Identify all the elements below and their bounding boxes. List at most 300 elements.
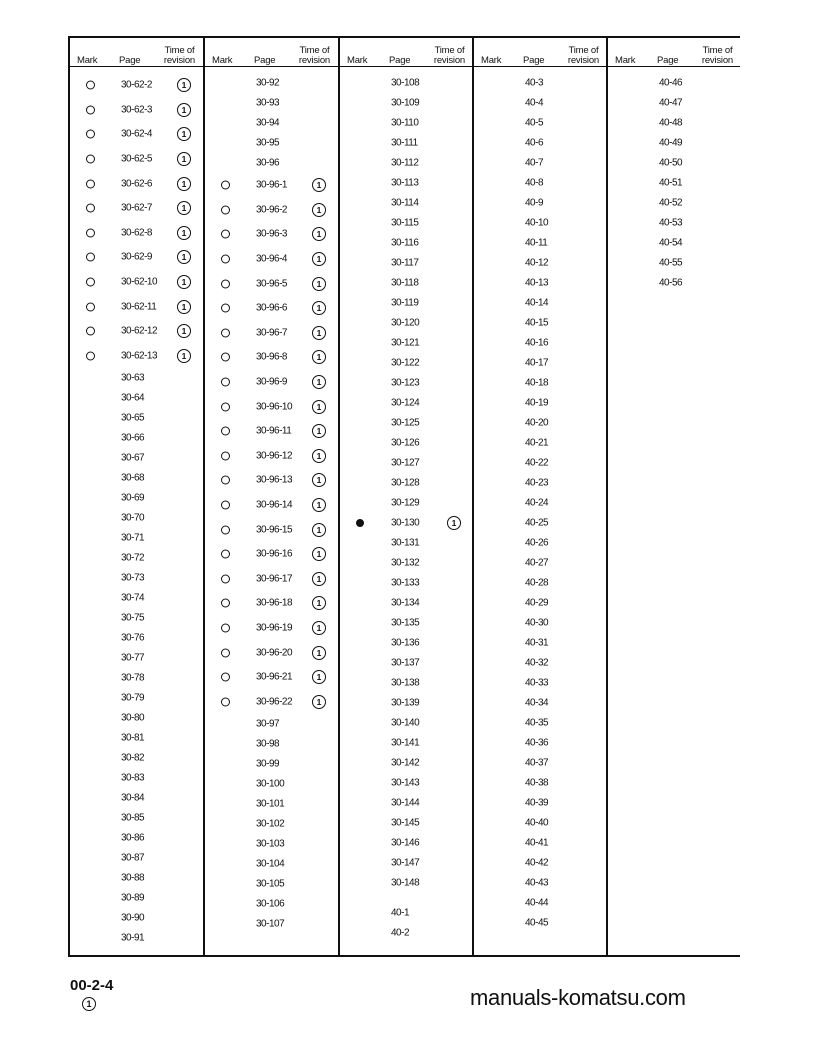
list-item — [473, 733, 607, 753]
list-item — [69, 688, 203, 708]
column-header — [607, 38, 741, 67]
list-item — [69, 508, 203, 528]
list-item — [607, 173, 741, 193]
revision-circle-icon: 1 — [312, 695, 326, 709]
page-number-cell: 40-35 — [525, 717, 549, 729]
page-number-cell: 30-96-2 — [256, 204, 287, 216]
open-circle-icon — [221, 501, 230, 510]
page-number-cell: 30-107 — [256, 918, 285, 930]
list-column-5 — [607, 38, 741, 955]
list-item — [473, 633, 607, 653]
list-item — [473, 493, 607, 513]
page-number-cell: 40-5 — [525, 117, 544, 129]
list-item — [69, 171, 203, 196]
list-item — [473, 813, 607, 833]
page-number-cell: 30-118 — [391, 277, 419, 289]
mark-header: Mark — [77, 55, 98, 66]
list-item — [473, 353, 607, 373]
page-number-cell: 40-34 — [525, 697, 549, 709]
list-item — [69, 245, 203, 270]
table-bottom-rule — [68, 955, 740, 957]
page-number-cell: 30-90 — [121, 912, 145, 924]
list-item — [69, 868, 203, 888]
page-number-cell: 40-46 — [659, 77, 683, 89]
page-number-cell: 30-62-9 — [121, 251, 152, 263]
list-item — [339, 273, 473, 293]
list-item — [204, 468, 338, 493]
list-item — [204, 296, 338, 321]
list-item — [204, 73, 338, 93]
page-number-cell: 40-14 — [525, 297, 549, 309]
page-number-cell: 30-132 — [391, 557, 420, 569]
column-header — [473, 38, 607, 67]
list-item — [69, 319, 203, 344]
page-number-cell: 30-117 — [391, 257, 419, 269]
list-column-3 — [339, 38, 473, 955]
page-number-cell: 30-80 — [121, 712, 145, 724]
page-number-cell: 30-70 — [121, 512, 145, 524]
list-item — [69, 728, 203, 748]
page-number-cell: 30-136 — [391, 637, 420, 649]
page-number-cell: 30-103 — [256, 838, 285, 850]
list-item — [607, 253, 741, 273]
page-number-cell: 40-48 — [659, 117, 683, 129]
open-circle-icon — [221, 476, 230, 485]
open-circle-icon — [221, 623, 230, 632]
list-item — [339, 713, 473, 733]
page-number-cell: 40-1 — [391, 907, 410, 919]
mark-header: Mark — [481, 55, 502, 66]
page-number-cell: 40-4 — [525, 97, 544, 109]
page-number-cell: 40-20 — [525, 417, 549, 429]
page-number-cell: 30-62-6 — [121, 178, 152, 190]
page-number-cell: 30-96-15 — [256, 524, 293, 536]
list-item — [607, 213, 741, 233]
mark-header: Mark — [615, 55, 636, 66]
list-column-1 — [69, 38, 203, 955]
revision-circle-icon: 1 — [177, 78, 191, 92]
page-number-cell: 40-40 — [525, 817, 549, 829]
list-item — [607, 153, 741, 173]
open-circle-icon — [221, 181, 230, 190]
open-circle-icon — [221, 230, 230, 239]
page-number-cell: 30-96-21 — [256, 671, 293, 683]
open-circle-icon — [86, 351, 95, 360]
revision-circle-icon: 1 — [312, 301, 326, 315]
open-circle-icon — [86, 253, 95, 262]
column-header — [339, 38, 473, 67]
page-number-cell: 30-62-3 — [121, 104, 152, 116]
page-number-cell: 40-39 — [525, 797, 549, 809]
list-item — [607, 73, 741, 93]
list-item — [69, 98, 203, 123]
page-header: Page — [657, 55, 679, 66]
page-number-cell: 30-95 — [256, 137, 280, 149]
page-number-cell: 30-122 — [391, 357, 420, 369]
page-number-cell: 30-62-8 — [121, 227, 152, 239]
list-item — [204, 517, 338, 542]
page-number-cell: 30-125 — [391, 417, 420, 429]
list-item — [339, 833, 473, 853]
list-item — [473, 533, 607, 553]
page-number-cell: 30-96-19 — [256, 622, 293, 634]
list-item — [607, 193, 741, 213]
open-circle-icon — [221, 402, 230, 411]
page-number-cell: 30-109 — [391, 97, 420, 109]
page-number-cell: 40-45 — [525, 917, 549, 929]
column-body — [204, 67, 338, 934]
list-item — [339, 213, 473, 233]
open-circle-icon — [86, 204, 95, 213]
list-item — [69, 294, 203, 319]
list-item — [339, 813, 473, 833]
column-body — [339, 67, 473, 943]
list-item — [339, 613, 473, 633]
list-item — [473, 213, 607, 233]
revision-circle-icon: 1 — [177, 177, 191, 191]
list-item — [473, 593, 607, 613]
list-item — [204, 894, 338, 914]
page-number-cell: 30-119 — [391, 297, 419, 309]
list-item — [69, 147, 203, 172]
page-number-cell: 40-36 — [525, 737, 549, 749]
list-item — [69, 548, 203, 568]
page-number-cell: 30-96-6 — [256, 302, 287, 314]
open-circle-icon — [221, 451, 230, 460]
list-item — [473, 673, 607, 693]
page-number-cell: 30-139 — [391, 697, 420, 709]
list-item — [473, 693, 607, 713]
list-item — [204, 714, 338, 734]
open-circle-icon — [86, 327, 95, 336]
page-number-cell: 40-27 — [525, 557, 549, 569]
page-number-cell: 30-77 — [121, 652, 145, 664]
list-item — [473, 93, 607, 113]
page-number-cell: 40-29 — [525, 597, 549, 609]
open-circle-icon — [221, 378, 230, 387]
list-item — [607, 113, 741, 133]
page-number-cell: 30-94 — [256, 117, 280, 129]
page-number-cell: 30-96-20 — [256, 647, 293, 659]
list-item — [69, 408, 203, 428]
list-item — [204, 874, 338, 894]
list-item — [204, 419, 338, 444]
page-number-cell: 30-133 — [391, 577, 420, 589]
page-number-cell: 30-62-13 — [121, 350, 158, 362]
list-item — [339, 433, 473, 453]
page-number-cell: 30-83 — [121, 772, 145, 784]
list-item — [339, 553, 473, 573]
list-item — [473, 393, 607, 413]
page-number-cell: 40-22 — [525, 457, 549, 469]
list-item — [204, 567, 338, 592]
revision-circle-icon: 1 — [312, 572, 326, 586]
list-item — [473, 793, 607, 813]
list-item — [69, 628, 203, 648]
list-item — [69, 588, 203, 608]
open-circle-icon — [221, 328, 230, 337]
page-number-cell: 30-123 — [391, 377, 420, 389]
list-item — [607, 133, 741, 153]
revision-circle-icon: 1 — [177, 349, 191, 363]
revision-circle-icon: 1 — [177, 324, 191, 338]
page-number-cell: 30-62-4 — [121, 128, 152, 140]
open-circle-icon — [221, 697, 230, 706]
mark-header: Mark — [347, 55, 368, 66]
list-item — [339, 793, 473, 813]
page-number-cell: 30-74 — [121, 592, 145, 604]
page-number-cell: 30-78 — [121, 672, 145, 684]
list-item — [339, 73, 473, 93]
page-number-cell: 30-124 — [391, 397, 420, 409]
open-circle-icon — [221, 304, 230, 313]
page-header: Page — [523, 55, 545, 66]
list-item — [339, 293, 473, 313]
revision-circle-icon: 1 — [312, 596, 326, 610]
list-item — [339, 593, 473, 613]
list-item — [473, 293, 607, 313]
list-item — [204, 689, 338, 714]
page-number-cell: 30-96-22 — [256, 696, 293, 708]
list-item — [204, 493, 338, 518]
revision-circle-icon: 1 — [312, 400, 326, 414]
page-number-cell: 30-106 — [256, 898, 285, 910]
page-number-cell: 30-79 — [121, 692, 145, 704]
page-number-cell: 30-96-16 — [256, 548, 293, 560]
page-number-cell: 30-69 — [121, 492, 145, 504]
page-number-cell: 30-96-5 — [256, 278, 287, 290]
list-item — [204, 914, 338, 934]
list-item — [204, 93, 338, 113]
list-item — [339, 113, 473, 133]
list-item — [473, 373, 607, 393]
page-number-cell: 40-9 — [525, 197, 544, 209]
page-number-cell: 30-108 — [391, 77, 420, 89]
list-item — [473, 333, 607, 353]
column-header — [204, 38, 338, 67]
page-number-cell: 40-37 — [525, 757, 549, 769]
list-item — [339, 133, 473, 153]
page-number-cell: 40-28 — [525, 577, 549, 589]
page-number-cell: 30-147 — [391, 857, 420, 869]
page-number-cell: 30-91 — [121, 932, 145, 944]
list-item — [204, 616, 338, 641]
list-item — [69, 888, 203, 908]
list-column-2 — [204, 38, 338, 955]
page-number-cell: 40-47 — [659, 97, 683, 109]
list-item — [204, 814, 338, 834]
list-item — [204, 321, 338, 346]
list-item — [339, 253, 473, 273]
list-item — [204, 794, 338, 814]
list-item — [339, 653, 473, 673]
list-item — [69, 648, 203, 668]
list-item — [339, 373, 473, 393]
page-header: Page — [254, 55, 276, 66]
list-item — [204, 854, 338, 874]
list-item — [204, 542, 338, 567]
page-number-cell: 30-135 — [391, 617, 420, 629]
list-item — [339, 733, 473, 753]
revision-circle-icon: 1 — [312, 326, 326, 340]
list-item — [69, 668, 203, 688]
page-number-cell: 40-25 — [525, 517, 549, 529]
list-item — [69, 708, 203, 728]
list-item — [473, 433, 607, 453]
page-number-cell: 30-62-5 — [121, 153, 152, 165]
list-item — [339, 633, 473, 653]
list-item — [69, 848, 203, 868]
page-number-cell: 30-92 — [256, 77, 280, 89]
list-item — [473, 473, 607, 493]
list-item — [204, 640, 338, 665]
page-number-cell: 30-110 — [391, 117, 419, 129]
page-number-cell: 40-6 — [525, 137, 544, 149]
page-number-cell: 40-18 — [525, 377, 549, 389]
list-item — [473, 253, 607, 273]
revision-circle-icon: 1 — [177, 127, 191, 141]
list-item — [204, 754, 338, 774]
list-item — [339, 173, 473, 193]
list-item — [69, 928, 203, 948]
page-number-cell: 40-32 — [525, 657, 549, 669]
page-number-cell: 30-96-17 — [256, 573, 293, 585]
page-number-cell: 40-8 — [525, 177, 544, 189]
page-number-cell: 40-12 — [525, 257, 549, 269]
page-number-cell: 30-96-11 — [256, 425, 292, 437]
open-circle-icon — [86, 155, 95, 164]
list-item — [473, 233, 607, 253]
page-number-cell: 30-104 — [256, 858, 285, 870]
list-item — [69, 808, 203, 828]
revision-circle-icon: 1 — [82, 997, 96, 1011]
page-number-cell: 30-105 — [256, 878, 285, 890]
list-item — [69, 568, 203, 588]
page-number-cell: 30-67 — [121, 452, 145, 464]
page-number-cell: 30-128 — [391, 477, 420, 489]
list-item — [473, 313, 607, 333]
list-item — [473, 613, 607, 633]
list-item — [339, 573, 473, 593]
page-number-cell: 30-148 — [391, 877, 420, 889]
revision-circle-icon: 1 — [312, 203, 326, 217]
list-item — [204, 591, 338, 616]
list-column-4 — [473, 38, 607, 955]
list-item — [69, 448, 203, 468]
list-item — [339, 353, 473, 373]
list-item — [204, 133, 338, 153]
list-item — [339, 923, 473, 943]
list-item — [473, 873, 607, 893]
list-item — [204, 370, 338, 395]
list-item — [204, 198, 338, 223]
list-item — [339, 233, 473, 253]
page-number-cell: 40-24 — [525, 497, 549, 509]
list-item — [473, 713, 607, 733]
list-item — [473, 553, 607, 573]
revision-header: Time of revision — [567, 45, 599, 66]
revision-header: Time of revision — [163, 45, 195, 66]
page-number-cell: 30-96-4 — [256, 253, 287, 265]
page-number-cell: 30-98 — [256, 738, 280, 750]
list-item — [339, 93, 473, 113]
page-number-cell: 30-85 — [121, 812, 145, 824]
page-number-cell: 30-100 — [256, 778, 285, 790]
revision-circle-icon: 1 — [177, 275, 191, 289]
page-number-cell: 40-51 — [659, 177, 683, 189]
revision-circle-icon: 1 — [177, 250, 191, 264]
list-item — [69, 73, 203, 98]
list-item — [69, 368, 203, 388]
list-item — [204, 774, 338, 794]
list-item — [339, 693, 473, 713]
list-item — [473, 893, 607, 913]
page-number-cell: 30-96-1 — [256, 179, 287, 191]
list-item — [607, 273, 741, 293]
open-circle-icon — [86, 302, 95, 311]
revision-circle-icon: 1 — [312, 523, 326, 537]
list-item — [204, 394, 338, 419]
revision-circle-icon: 1 — [312, 375, 326, 389]
page-number-cell: 30-114 — [391, 197, 419, 209]
list-item — [69, 468, 203, 488]
page-header: Page — [389, 55, 411, 66]
list-item — [339, 493, 473, 513]
revision-circle-icon: 1 — [312, 424, 326, 438]
revision-header: Time of revision — [701, 45, 733, 66]
list-item — [473, 193, 607, 213]
page-number-cell: 30-126 — [391, 437, 420, 449]
page-number-cell: 40-54 — [659, 237, 683, 249]
list-item — [473, 773, 607, 793]
page-number-cell: 30-93 — [256, 97, 280, 109]
list-item — [69, 388, 203, 408]
list-item — [69, 528, 203, 548]
open-circle-icon — [221, 673, 230, 682]
list-item — [69, 270, 203, 295]
list-item — [473, 413, 607, 433]
open-circle-icon — [221, 205, 230, 214]
mark-header: Mark — [212, 55, 233, 66]
open-circle-icon — [221, 550, 230, 559]
list-item — [69, 828, 203, 848]
list-item — [339, 413, 473, 433]
page-number-cell: 30-96-7 — [256, 327, 287, 339]
list-item — [204, 247, 338, 272]
page-number-cell: 30-96-8 — [256, 351, 287, 363]
page-number-cell: 30-89 — [121, 892, 145, 904]
page-number-cell: 30-75 — [121, 612, 145, 624]
page-number-cell: 40-56 — [659, 277, 683, 289]
page-number-cell: 30-72 — [121, 552, 145, 564]
list-item — [339, 153, 473, 173]
page-number-cell: 40-52 — [659, 197, 683, 209]
page-number-cell: 30-137 — [391, 657, 420, 669]
page-number-cell: 30-142 — [391, 757, 420, 769]
revision-circle-icon: 1 — [312, 670, 326, 684]
page-number-cell: 40-23 — [525, 477, 549, 489]
page-number-cell: 40-50 — [659, 157, 683, 169]
page-number-cell: 30-134 — [391, 597, 420, 609]
page-number-cell: 30-63 — [121, 372, 145, 384]
list-item — [339, 853, 473, 873]
list-item — [339, 393, 473, 413]
page-number-cell: 40-13 — [525, 277, 549, 289]
list-item — [69, 608, 203, 628]
revision-circle-icon: 1 — [447, 516, 461, 530]
revision-circle-icon: 1 — [312, 178, 326, 192]
page-number-cell: 30-96-9 — [256, 376, 287, 388]
